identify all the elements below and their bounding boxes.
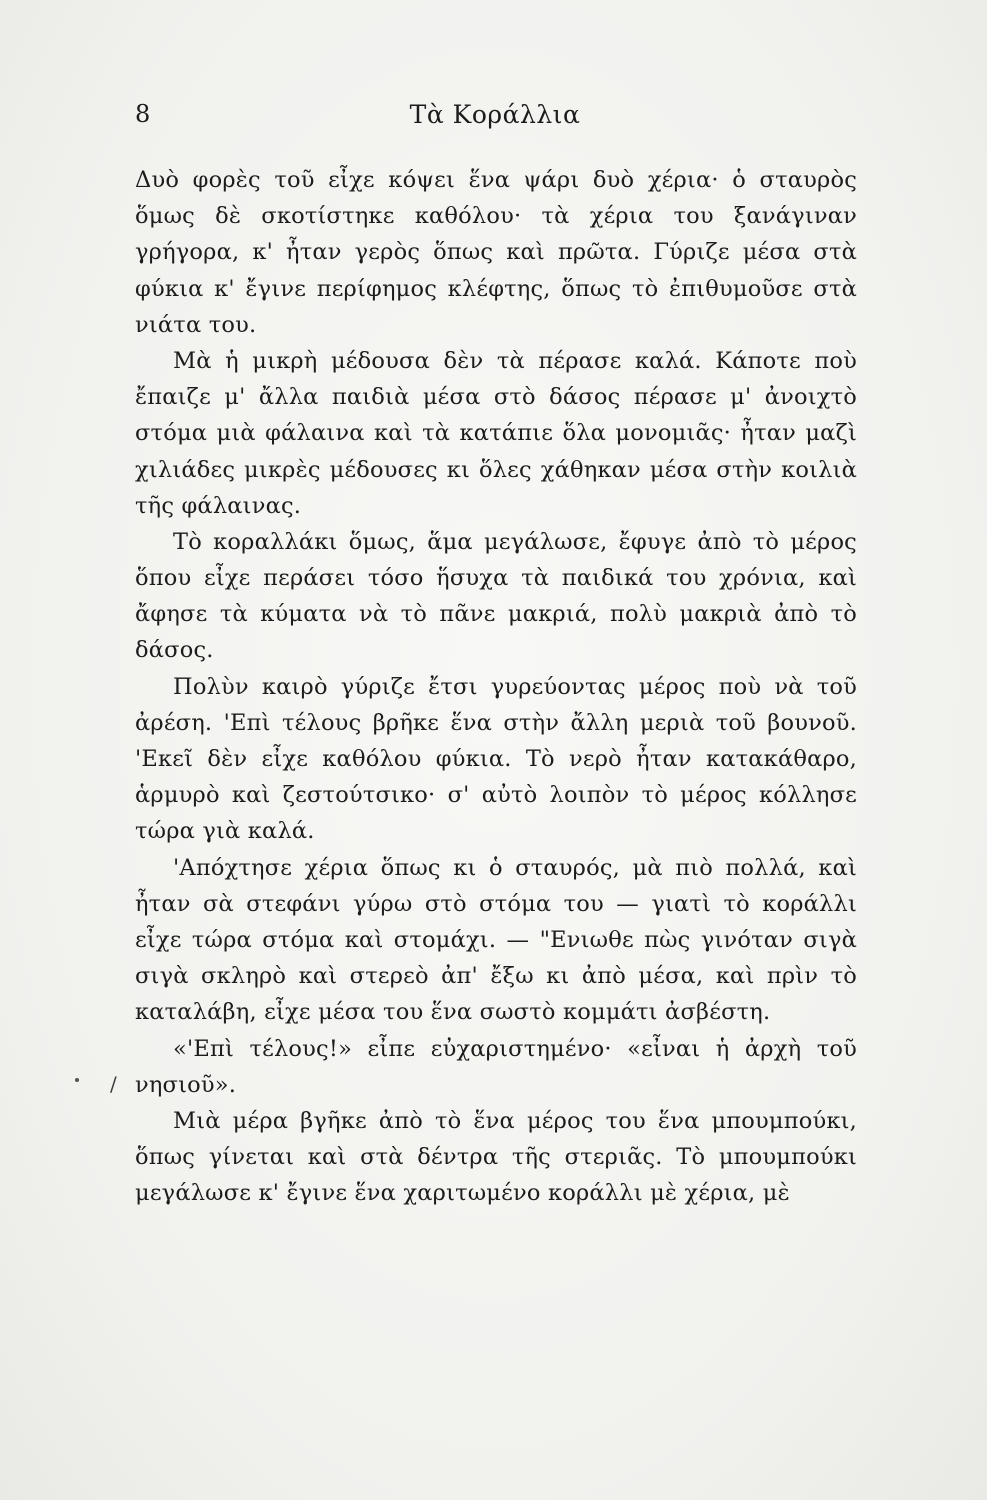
paragraph — [135, 850, 857, 1031]
text-line: τῆς φάλαινας. — [135, 492, 302, 519]
text-line: στόμα μιὰ φάλαινα καὶ τὰ κατάπιε ὅλα μονομιᾶς· ἦταν μαζὶ — [135, 420, 857, 447]
margin-dot — [75, 1078, 79, 1082]
text-line: ἔπαιζε μ' ἄλλα παιδιὰ μέσα στὸ δάσος πέρασε μ' ἀνοιχτὸ — [135, 384, 857, 411]
text-line: «'Επὶ τέλους!» εἶπε εὐχαριστημένο· «εἶναι ἡ ἀρχὴ τοῦ — [173, 1035, 857, 1062]
text-line: 'Εκεῖ δὲν εἶχε καθόλου φύκια. Τὸ νερὸ ἦταν κατακάθαρο, — [135, 746, 857, 772]
text-line: νησιοῦ». — [135, 1071, 237, 1098]
paragraph — [135, 343, 857, 524]
text-line: ἁρμυρὸ καὶ ζεστούτσικο· σ' αὐτὸ λοιπὸν τὸ μέρος κόλλησε — [135, 782, 857, 809]
paragraph — [135, 524, 857, 669]
body-text — [135, 162, 857, 1211]
text-line: 'Απόχτησε χέρια ὅπως κι ὁ σταυρός, μὰ πιὸ πολλά, καὶ — [173, 854, 857, 881]
text-line: φύκια κ' ἔγινε περίφημος κλέφτης, ὅπως τὸ ἐπιθυμοῦσε στὰ — [135, 275, 857, 302]
text-line: γρήγορα, κ' ἦταν γερὸς ὅπως καὶ πρῶτα. Γύριζε μέσα στὰ — [135, 239, 857, 266]
paragraph — [135, 1103, 857, 1212]
text-line: καταλάβη, εἶχε μέσα του ἕνα σωστὸ κομμάτι ἀσβέστη. — [135, 999, 771, 1026]
text-line: Δυὸ φορὲς τοῦ εἶχε κόψει ἕνα ψάρι δυὸ χέρια· ὁ σταυρὸς — [135, 167, 857, 193]
text-line: σιγὰ σκληρὸ καὶ στερεὸ ἀπ' ἔξω κι ἀπὸ μέσα, καὶ πρὶν τὸ — [135, 963, 857, 990]
text-line: Τὸ κοραλλάκι ὅμως, ἅμα μεγάλωσε, ἔφυγε ἀπὸ τὸ μέρος — [173, 528, 857, 555]
page-number: 8 — [135, 100, 151, 128]
margin-pencil-mark: / — [110, 1072, 117, 1096]
paragraph — [135, 1031, 857, 1103]
text-line: ὅμως δὲ σκοτίστηκε καθόλου· τὰ χέρια του ξανάγιναν — [135, 203, 857, 230]
text-line: ἀρέση. 'Επὶ τέλους βρῆκε ἕνα στὴν ἄλλη μεριὰ τοῦ βουνοῦ. — [135, 709, 857, 736]
running-title: Τὰ Κοράλλια — [409, 100, 581, 129]
text-line: ἦταν σὰ στεφάνι γύρω στὸ στόμα του — γιατὶ τὸ κοράλλι — [135, 890, 857, 917]
text-line: Μιὰ μέρα βγῆκε ἀπὸ τὸ ἕνα μέρος του ἕνα μπουμπούκι, — [173, 1107, 857, 1134]
text-line: μεγάλωσε κ' ἔγινε ἕνα χαριτωμένο κοράλλι μὲ χέρια, μὲ — [135, 1180, 790, 1207]
text-line: χιλιάδες μικρὲς μέδουσες κι ὅλες χάθηκαν μέσα στὴν κοιλιὰ — [135, 456, 857, 483]
text-line: δάσος. — [135, 637, 214, 664]
text-line: εἶχε τώρα στόμα καὶ στομάχι. — "Ενιωθε πὼς γινόταν σιγὰ — [135, 926, 857, 953]
text-line: ὅπως γίνεται καὶ στὰ δέντρα τῆς στεριᾶς. Τὸ μπουμπούκι — [135, 1144, 857, 1171]
paragraph — [135, 669, 857, 850]
text-line: νιάτα του. — [135, 311, 257, 338]
text-line: Πολὺν καιρὸ γύριζε ἔτσι γυρεύοντας μέρος ποὺ νὰ τοῦ — [173, 673, 857, 700]
text-line: ὅπου εἶχε περάσει τόσο ἥσυχα τὰ παιδικά του χρόνια, καὶ — [135, 565, 857, 592]
page-header — [135, 100, 855, 140]
paragraph — [135, 162, 857, 343]
text-line: ἄφησε τὰ κύματα νὰ τὸ πᾶνε μακριά, πολὺ μακριὰ ἀπὸ τὸ — [135, 601, 857, 628]
text-line: Μὰ ἡ μικρὴ μέδουσα δὲν τὰ πέρασε καλά. Κάποτε ποὺ — [173, 347, 857, 374]
text-line: τώρα γιὰ καλά. — [135, 818, 315, 845]
